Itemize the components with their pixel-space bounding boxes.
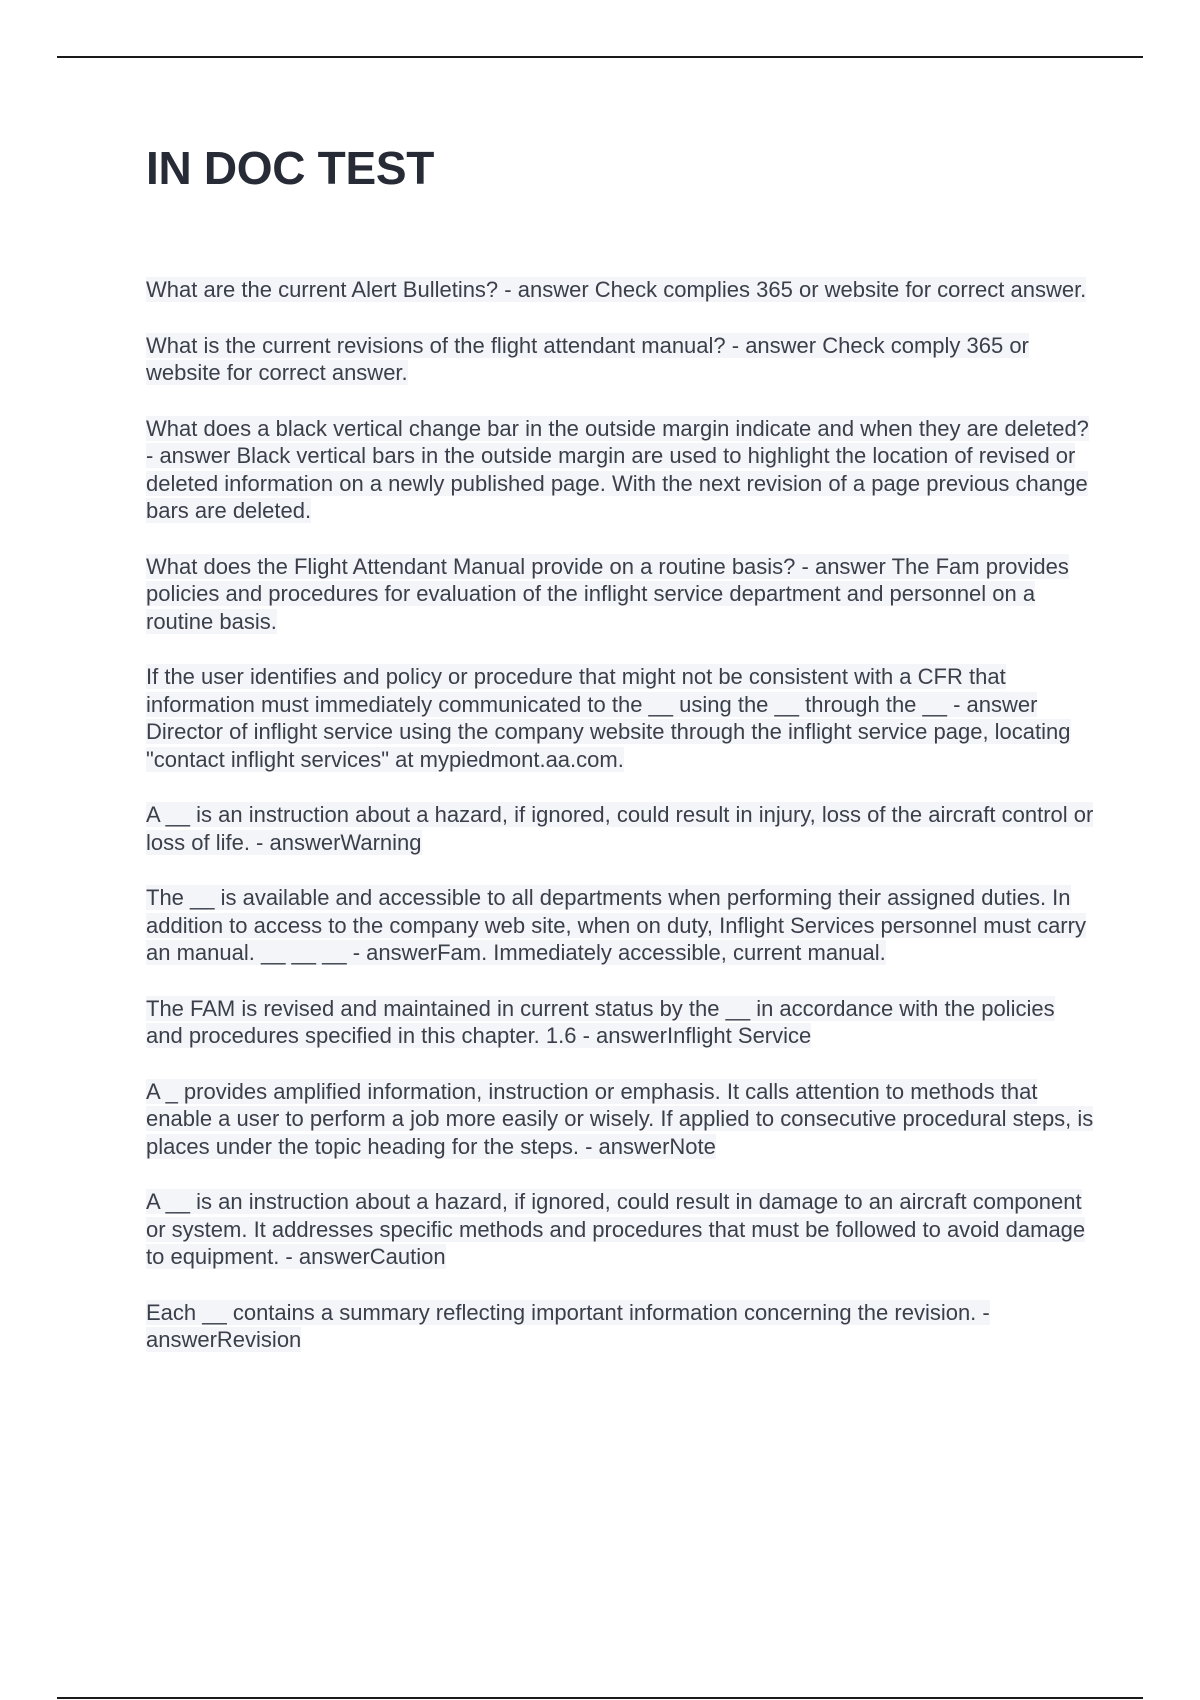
qa-item [146,1078,1096,1161]
qa-item [146,276,1096,304]
qa-text: A __ is an instruction about a hazard, if ignored, could result in injury, loss of the aircraft control or loss of life. - answerWarning [146,802,1094,855]
qa-text: If the user identifies and policy or procedure that might not be consistent with a CFR that information must immediately communicated to the __ using the __ through the __ - answer Director of inflight service using the company website through the inflight service page, locating "contact inflight services" at mypiedmont.aa.com. [146,664,1071,772]
qa-item [146,1299,1096,1354]
qa-item [146,884,1096,967]
qa-item [146,1188,1096,1271]
document-body [146,140,1096,1382]
qa-text: A __ is an instruction about a hazard, if ignored, could result in damage to an aircraft component or system. It addresses specific methods and procedures that must be followed to avoid damage to equipment. - answerCaution [146,1189,1086,1269]
qa-item [146,663,1096,773]
qa-text: The __ is available and accessible to all departments when performing their assigned duties. In addition to access to the company web site, when on duty, Inflight Services personnel must carry an manual. __ __ __ - answerFam. Immediately accessible, current manual. [146,885,1086,965]
qa-text: What does the Flight Attendant Manual provide on a routine basis? - answer The Fam provides policies and procedures for evaluation of the inflight service department and personnel on a routine basis. [146,553,1069,634]
qa-text: What are the current Alert Bulletins? - answer Check complies 365 or website for correct answer. [146,277,1087,302]
qa-text: A _ provides amplified information, instruction or emphasis. It calls attention to methods that enable a user to perform a job more easily or wisely. If applied to consecutive procedural steps, is places under the topic heading for the steps. - answerNote [146,1078,1094,1159]
page-title: IN DOC TEST [146,142,435,194]
qa-text: Each __ contains a summary reflecting important information concerning the revision. - answerRevision [146,1299,990,1352]
top-divider [57,56,1143,58]
qa-item [146,801,1096,856]
qa-text: The FAM is revised and maintained in current status by the __ in accordance with the policies and procedures specified in this chapter. 1.6 - answerInflight Service [146,995,1055,1048]
bottom-divider [57,1697,1143,1699]
qa-item [146,553,1096,636]
qa-text: What does a black vertical change bar in the outside margin indicate and when they are deleted? - answer Black vertical bars in the outside margin are used to highlight the location of revised or deleted information on a newly published page. With the next revision of a page previous change bars are deleted. [146,415,1089,523]
qa-item [146,995,1096,1050]
qa-text: What is the current revisions of the flight attendant manual? - answer Check comply 365 or website for correct answer. [146,332,1029,385]
qa-item [146,332,1096,387]
qa-item [146,415,1096,525]
qa-list [146,276,1096,1354]
